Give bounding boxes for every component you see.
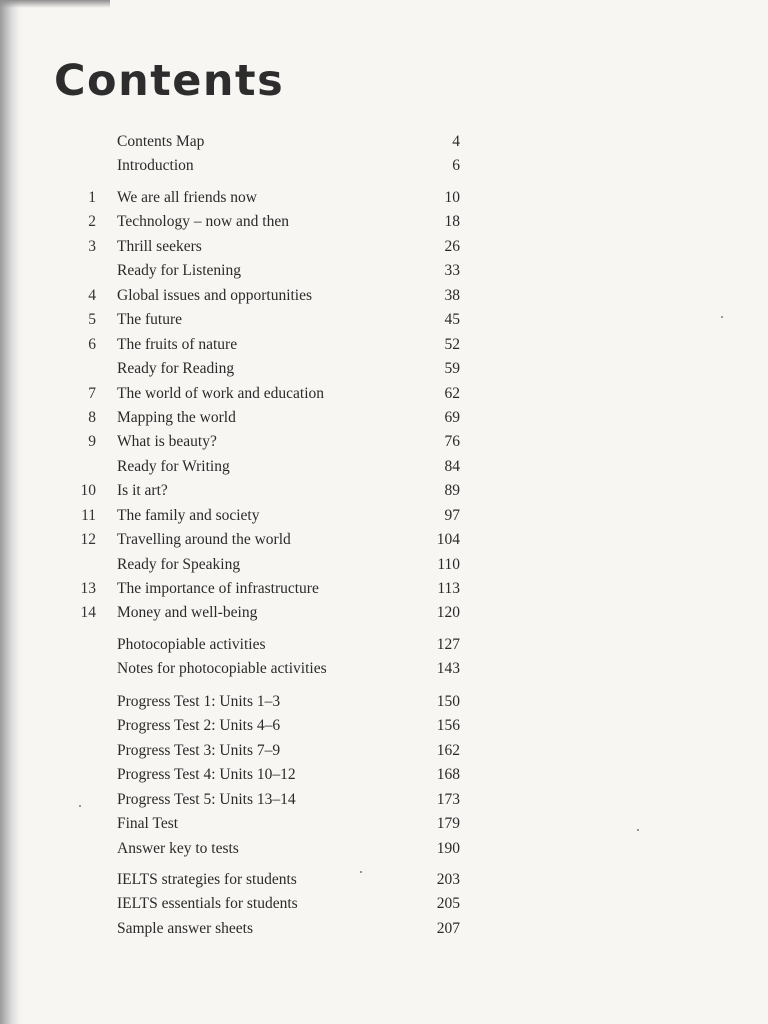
scan-speck (721, 316, 723, 318)
toc-entry (0, 577, 768, 601)
page-number: 113 (437, 580, 460, 597)
page-number: 45 (444, 311, 460, 329)
toc-entry (0, 154, 768, 178)
page-number: 168 (436, 766, 460, 784)
entry-title: We are all friends now (117, 189, 257, 206)
toc-section (0, 690, 768, 861)
entry-title: Mapping the world (117, 408, 236, 426)
toc-section (0, 130, 768, 179)
entry-title: Sample answer sheets (117, 919, 254, 937)
entry-title: The fruits of nature (117, 335, 238, 353)
entry-title: Global issues and opportunities (117, 286, 313, 304)
entry-title: Progress Test 4: Units 10–12 (117, 766, 296, 784)
page-number: 89 (444, 482, 460, 500)
entry-title: Answer key to tests (117, 839, 239, 857)
page-number: 162 (436, 741, 460, 759)
entry-title: Travelling around the world (117, 531, 291, 549)
entry-title: Ready for Listening (117, 262, 241, 280)
entry-title: Progress Test 2: Units 4–6 (117, 717, 281, 735)
unit-number: 13 (80, 580, 96, 597)
unit-number: 3 (88, 237, 96, 255)
page-number: 203 (436, 871, 460, 888)
unit-number: 6 (88, 335, 96, 353)
toc-entry (0, 812, 768, 836)
entry-title: What is beauty? (117, 433, 217, 451)
page-number: 52 (444, 335, 460, 353)
toc-entry (0, 284, 768, 308)
entry-title: Thrill seekers (117, 237, 202, 255)
page-number: 104 (436, 531, 460, 549)
toc-entry (0, 430, 768, 454)
scan-speck (79, 805, 81, 807)
page-title: Contents (54, 56, 285, 106)
page-number: 10 (444, 189, 460, 206)
toc-section (0, 186, 768, 626)
toc-entry (0, 892, 768, 916)
toc-entry (0, 210, 768, 234)
toc-entry (0, 763, 768, 787)
entry-title: Progress Test 3: Units 7–9 (117, 741, 281, 759)
entry-title: Money and well-being (117, 604, 258, 622)
page-number: 173 (436, 790, 460, 808)
toc-entry (0, 917, 768, 941)
toc-entry (0, 504, 768, 528)
unit-number: 7 (88, 384, 96, 402)
toc-section (0, 868, 768, 941)
scan-speck (360, 871, 362, 873)
entry-title: Progress Test 5: Units 13–14 (117, 790, 296, 808)
entry-title: The world of work and education (117, 384, 325, 402)
toc-entry (0, 259, 768, 283)
unit-number: 8 (88, 408, 96, 426)
page-number: 156 (436, 717, 460, 735)
toc-entry (0, 528, 768, 552)
toc-entry (0, 714, 768, 738)
entry-title: Is it art? (117, 482, 168, 500)
entry-title: The importance of infrastructure (117, 580, 319, 597)
entry-title: Notes for photocopiable activities (117, 660, 327, 678)
entry-title: The future (117, 311, 182, 329)
toc-entry (0, 406, 768, 430)
toc-entry (0, 479, 768, 503)
toc-entry (0, 357, 768, 381)
page-number: 97 (444, 506, 460, 524)
entry-title: IELTS essentials for students (117, 895, 298, 913)
entry-title: Ready for Writing (117, 457, 230, 475)
toc-entry (0, 868, 768, 892)
page-number: 18 (444, 213, 460, 231)
page-number: 127 (436, 636, 460, 653)
toc-entry (0, 553, 768, 577)
toc-entry (0, 308, 768, 332)
unit-number: 2 (88, 213, 96, 231)
toc-entry (0, 333, 768, 357)
entry-title: Ready for Reading (117, 360, 235, 378)
page-number: 69 (444, 408, 460, 426)
toc-entry (0, 788, 768, 812)
unit-number: 4 (88, 286, 96, 304)
page-number: 120 (436, 604, 460, 622)
entry-title: Ready for Speaking (117, 555, 241, 573)
page-number: 190 (436, 839, 460, 857)
page-number: 33 (444, 262, 460, 280)
toc-entry (0, 690, 768, 714)
page-number: 84 (444, 457, 460, 475)
page-top-shadow (0, 0, 110, 8)
page-number: 4 (452, 133, 460, 150)
unit-number: 9 (88, 433, 96, 451)
entry-title: Technology – now and then (117, 213, 289, 231)
entry-title: Final Test (117, 815, 179, 833)
page-number: 76 (444, 433, 460, 451)
toc-entry (0, 739, 768, 763)
unit-number: 14 (80, 604, 96, 622)
toc-entry (0, 235, 768, 259)
unit-number: 5 (88, 311, 96, 329)
page-number: 110 (437, 555, 460, 573)
unit-number: 10 (80, 482, 96, 500)
toc-section (0, 633, 768, 682)
page-number: 207 (436, 919, 460, 937)
entry-title: The family and society (117, 506, 260, 524)
page-number: 6 (452, 157, 460, 175)
entry-title: Introduction (117, 157, 194, 175)
entry-title: IELTS strategies for students (117, 871, 297, 888)
page-number: 205 (436, 895, 460, 913)
toc-entry (0, 382, 768, 406)
toc-entry (0, 837, 768, 861)
page-number: 62 (444, 384, 460, 402)
toc-entry (0, 633, 768, 657)
unit-number: 1 (88, 189, 96, 206)
toc-entry (0, 601, 768, 625)
unit-number: 11 (81, 506, 96, 524)
page-number: 59 (444, 360, 460, 378)
toc-entry (0, 657, 768, 681)
entry-title: Progress Test 1: Units 1–3 (117, 693, 281, 710)
unit-number: 12 (80, 531, 96, 549)
entry-title: Contents Map (117, 133, 205, 150)
toc-entry (0, 455, 768, 479)
toc-entry (0, 186, 768, 210)
page-number: 26 (444, 237, 460, 255)
toc-entry (0, 130, 768, 154)
page-number: 150 (436, 693, 460, 710)
scan-speck (637, 829, 639, 831)
page-number: 179 (436, 815, 460, 833)
entry-title: Photocopiable activities (117, 636, 266, 653)
page-number: 143 (436, 660, 460, 678)
page-number: 38 (444, 286, 460, 304)
